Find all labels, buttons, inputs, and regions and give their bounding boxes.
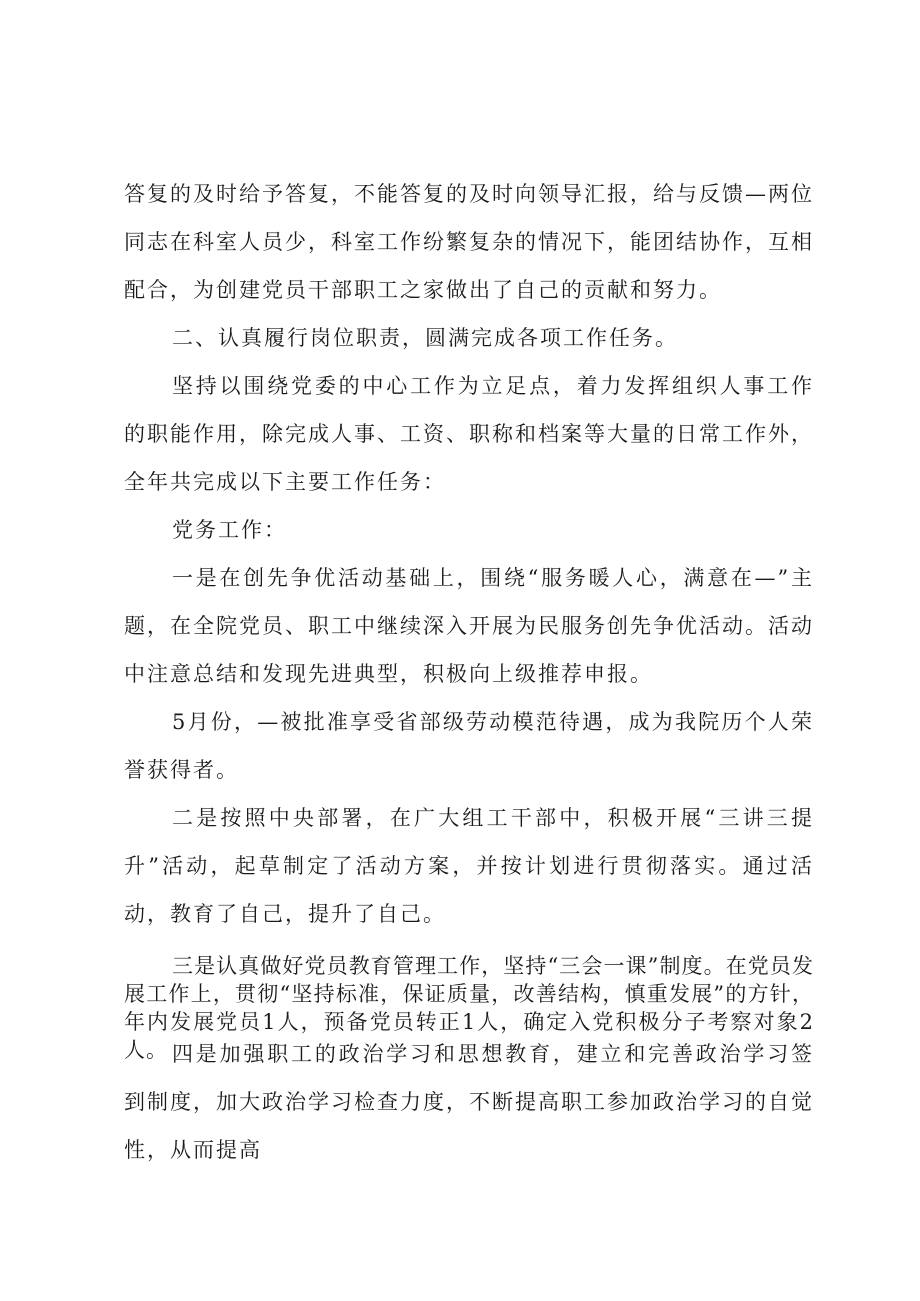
paragraph-may: 5月份，—被批准享受省部级劳动模范待遇，成为我院历个人荣誉获得者。 xyxy=(124,710,814,782)
paragraph-continuation: 答复的及时给予答复，不能答复的及时向领导汇报，给与反馈—两位同志在科室人员少，科室工作纷繁复杂的情况下，能团结协作，互相配合，为创建党员干部职工之家做出了自己的贡献和努力。 xyxy=(124,182,814,302)
paragraph-item-two: 二是按照中央部署，在广大组工干部中，积极开展“三讲三提升”活动，起草制定了活动方案，并按计划进行贯彻落实。通过活动，教育了自己，提升了自己。 xyxy=(124,806,814,926)
paragraph-item-three: 三是认真做好党员教育管理工作，坚持“三会一课”制度。在党员发展工作上，贯彻“坚持标准，保证质量，改善结构，慎重发展”的方针，年内发展党员1人，预备党员转正1人，确定入党积极分子考察对象2人。 xyxy=(124,954,814,1062)
section-heading-two: 二、认真履行岗位职责，圆满完成各项工作任务。 xyxy=(172,326,678,350)
paragraph-item-four: 四是加强职工的政治学习和思想教育，建立和完善政治学习签到制度，加大政治学习检查力度，不断提高职工参加政治学习的自觉性，从而提高 xyxy=(124,1042,814,1162)
paragraph-intro: 坚持以围绕党委的中心工作为立足点，着力发挥组织人事工作的职能作用，除完成人事、工资、职称和档案等大量的日常工作外，全年共完成以下主要工作任务： xyxy=(124,374,814,494)
paragraph-item-one: 一是在创先争优活动基础上，围绕“服务暖人心，满意在—”主题，在全院党员、职工中继续深入开展为民服务创先争优活动。活动中注意总结和发现先进典型，积极向上级推荐申报。 xyxy=(124,566,814,686)
subheading-party-work: 党务工作： xyxy=(172,518,287,542)
